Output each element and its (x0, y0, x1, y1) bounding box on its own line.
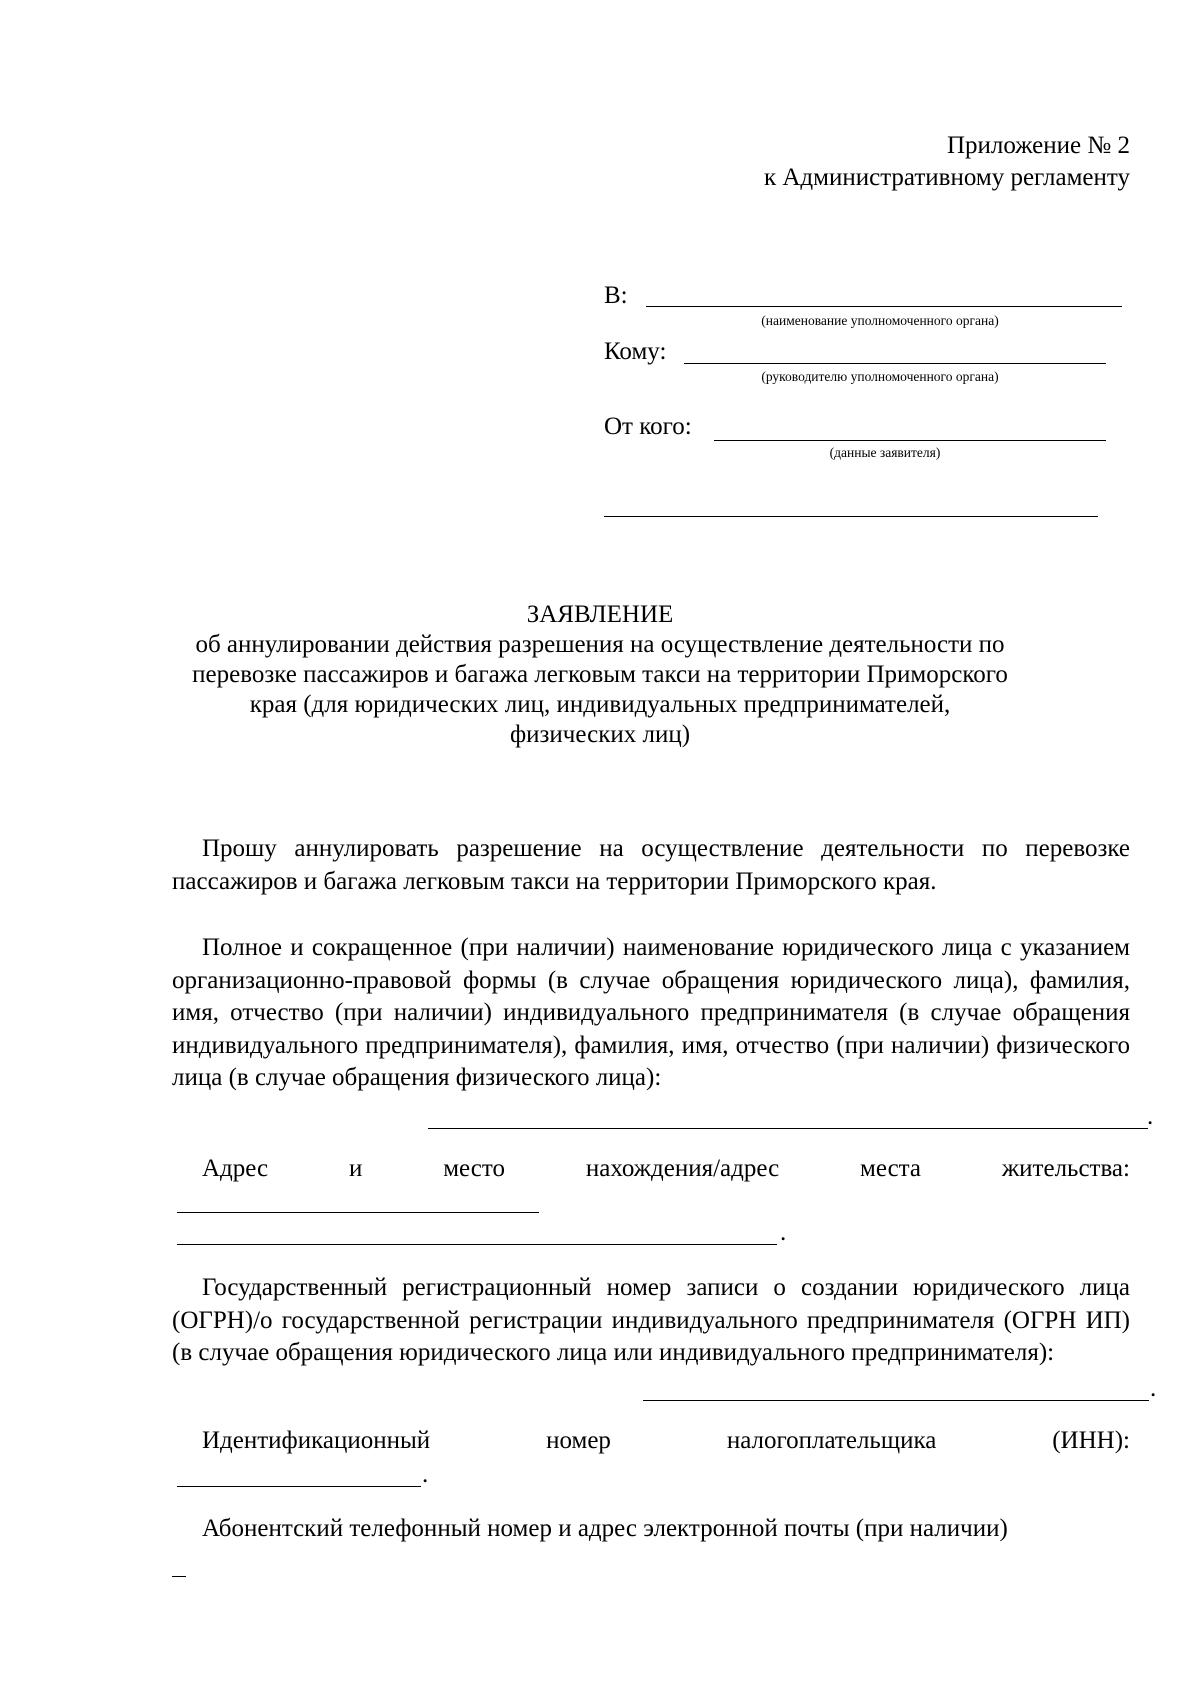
address-period: . (780, 1219, 787, 1246)
from-label: От кого: (604, 413, 692, 440)
title-line-1: об аннулировании действия разрешения на осуществление деятельности по (195, 631, 1005, 658)
ogrn-paragraph: Государственный регистрационный номер записи о создании юридического лица (ОГРН)/о государственной регистрации индивидуального предпринимателя (ОГРН ИП) (в случае обращения юридического лица или индивидуального предпринимателя): (172, 1274, 1130, 1366)
contacts-field-line[interactable] (172, 1576, 186, 1577)
inn-field-line[interactable] (177, 1486, 421, 1487)
applicant-name-period: . (1147, 1103, 1154, 1130)
ogrn-period: . (1150, 1375, 1157, 1402)
address-field-line-1[interactable] (177, 1212, 539, 1213)
title-line-3: края (для юридических лиц, индивидуальных предпринимателей, (249, 691, 951, 718)
ogrn-field-line[interactable] (643, 1400, 1149, 1401)
appendix-number: Приложение № 2 (946, 132, 1130, 159)
inn-paragraph: Идентификационный номер налогоплательщика (ИНН): (202, 1427, 1130, 1454)
whom-field-line[interactable] (684, 363, 1106, 364)
from-field-line[interactable] (714, 440, 1106, 441)
title-line-2: перевозке пассажиров и багажа легковым такси на территории Приморского (192, 661, 1008, 688)
whom-label: Кому: (604, 338, 667, 365)
inn-period: . (422, 1461, 429, 1488)
address-paragraph: Адрес и место нахождения/адрес места жительства: (202, 1155, 1130, 1182)
appendix-reference: к Административному регламенту (763, 164, 1130, 191)
to-field-line[interactable] (646, 306, 1122, 307)
document-title (150, 600, 1050, 750)
to-label: В: (604, 282, 628, 309)
address-field-line-2[interactable] (177, 1244, 777, 1245)
request-paragraph: Прошу аннулировать разрешение на осуществление деятельности по перевозке пассажиров и багажа легковым такси на территории Приморского края. (172, 835, 1130, 895)
to-caption: (наименование уполномоченного органа) (761, 313, 999, 328)
title-line-4: физических лиц) (509, 721, 691, 748)
whom-caption: (руководителю уполномоченного органа) (761, 369, 999, 384)
applicant-name-paragraph: Полное и сокращенное (при наличии) наименование юридического лица с указанием организационно-правовой формы (в случае обращения юридического лица), фамилия, имя, отчество (при наличии) индивидуального предпринимателя (в случае обращения индивидуального предпринимателя), фамилия, имя, отчество (при наличии) физического лица (в случае обращения физического лица): (172, 934, 1130, 1091)
appendix-header (600, 130, 1130, 194)
from-caption: (данные заявителя) (829, 445, 941, 460)
title-heading: ЗАЯВЛЕНИЕ (526, 601, 674, 628)
from-field-line-2[interactable] (604, 516, 1098, 517)
applicant-name-field-line[interactable] (428, 1128, 1148, 1129)
contacts-paragraph: Абонентский телефонный номер и адрес электронной почты (при наличии) (202, 1515, 1008, 1542)
